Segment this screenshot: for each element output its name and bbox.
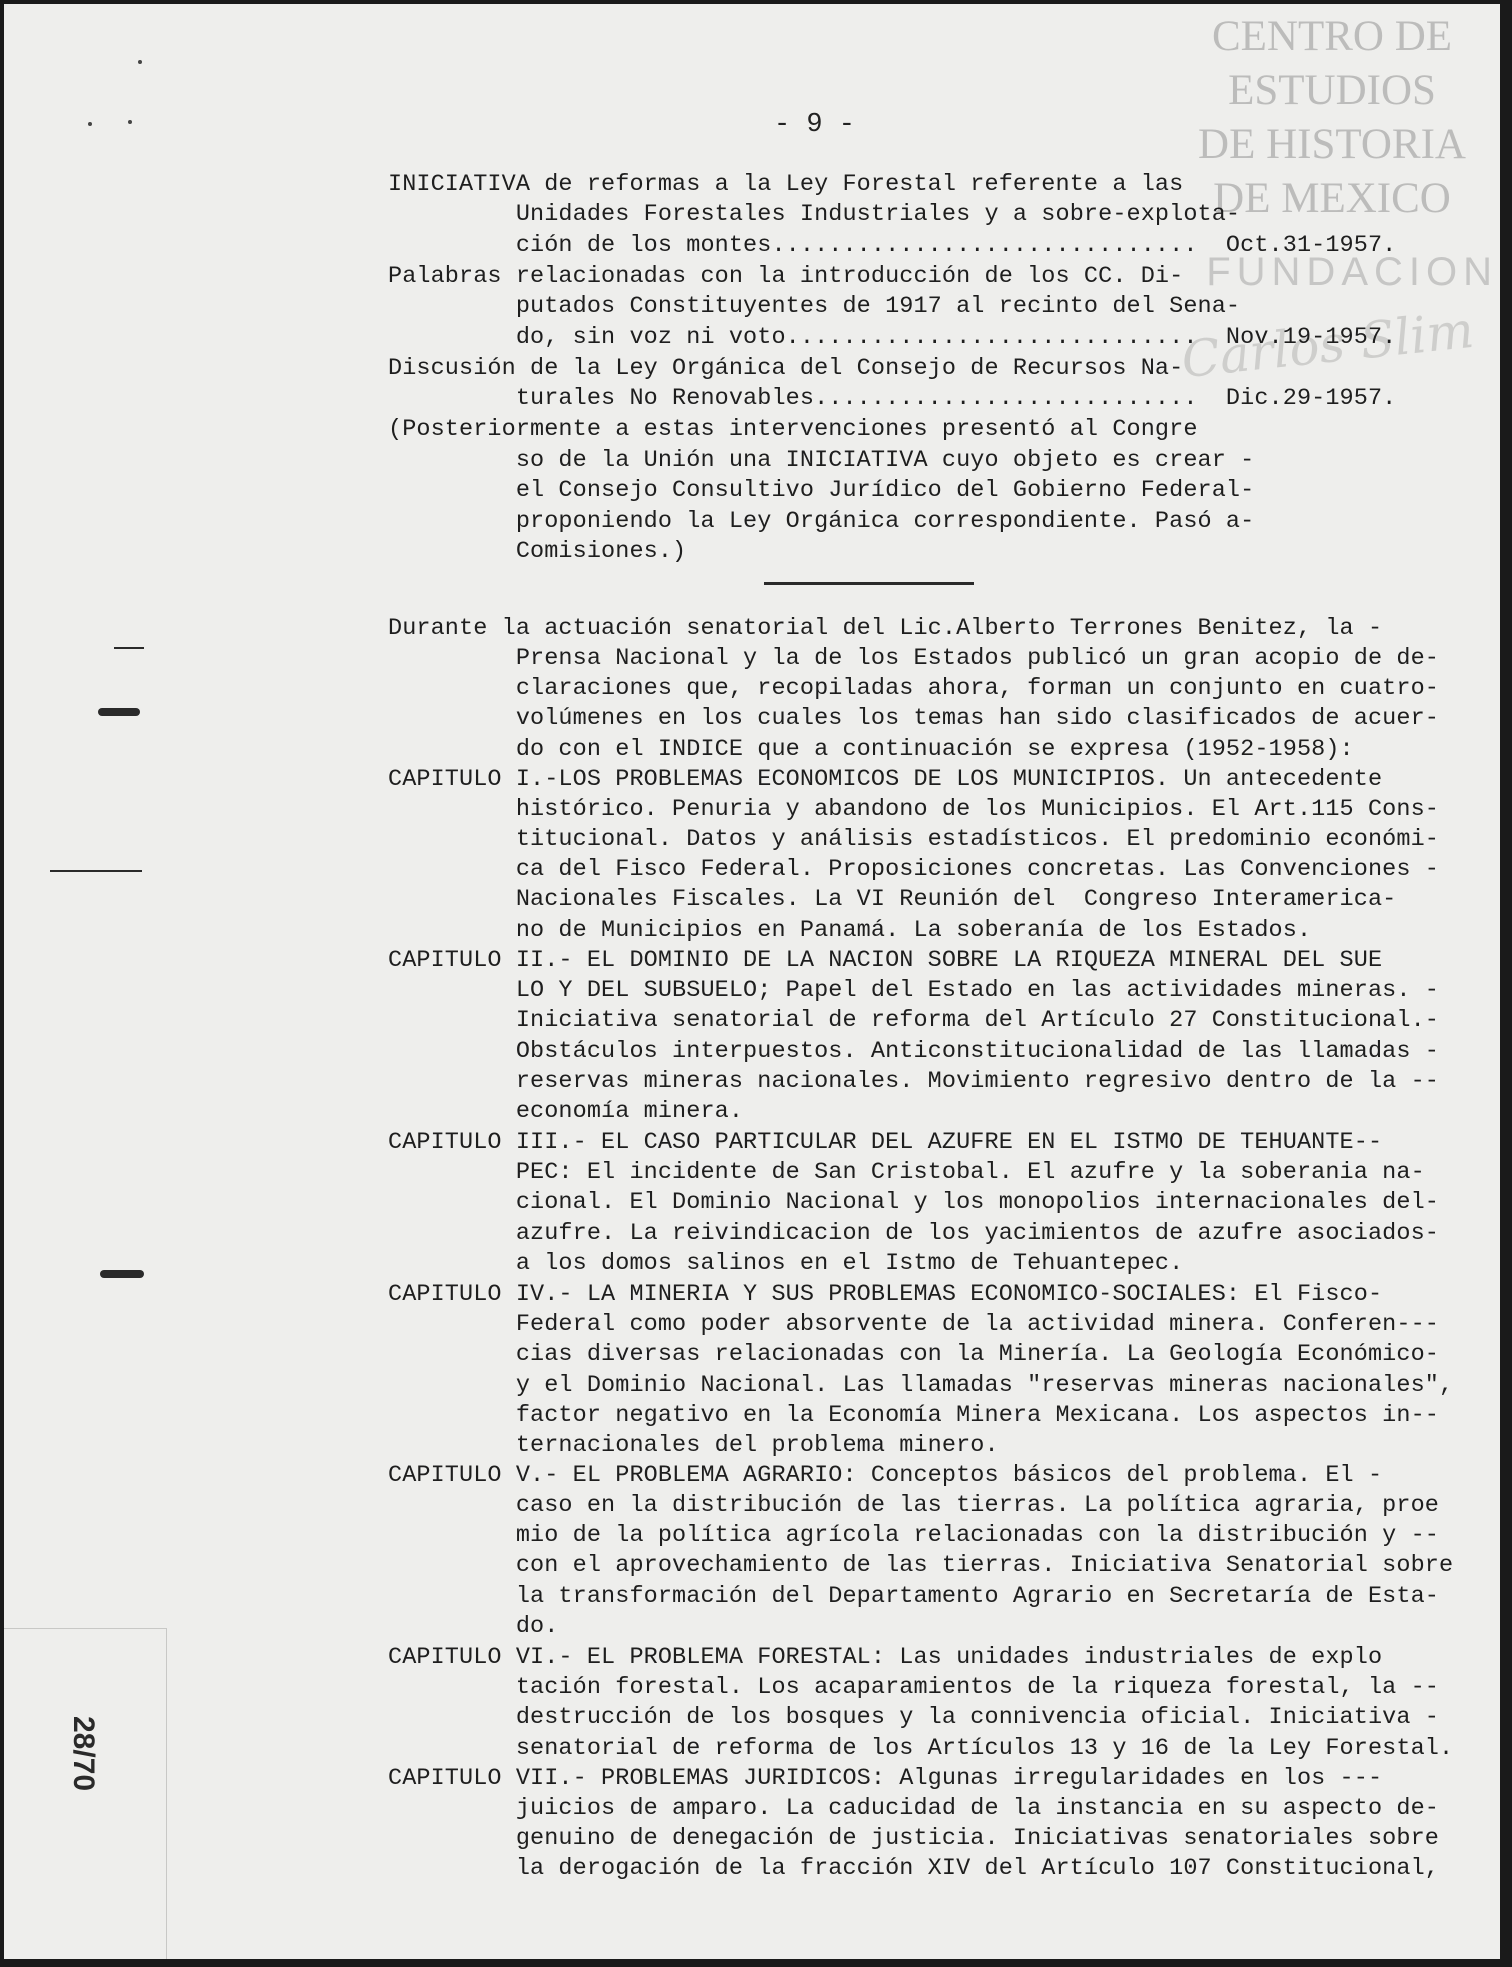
body-line: CAPITULO II.- EL DOMINIO DE LA NACION SOBRE LA RIQUEZA MINERAL DEL SUE [388, 947, 1383, 974]
entry-line: putados Constituyentes de 1917 al recinto del Sena- [388, 293, 1241, 320]
margin-tick [114, 647, 144, 649]
watermark-line: CENTRO DE [1211, 13, 1453, 60]
body-line: cional. El Dominio Nacional y los monopolios internacionales del- [388, 1189, 1439, 1216]
body-line: do. [388, 1613, 559, 1640]
entry-line: Unidades Forestales Industriales y a sobre-explota- [388, 201, 1241, 228]
body-line: no de Municipios en Panamá. La soberanía de los Estados. [388, 917, 1312, 944]
margin-speck [138, 60, 142, 64]
body-line: Obstáculos interpuestos. Anticonstitucionalidad de las llamadas - [388, 1038, 1439, 1065]
body-line: tación forestal. Los acaparamientos de la riqueza forestal, la -- [388, 1674, 1439, 1701]
body-line: la derogación de la fracción XIV del Artículo 107 Constitucional, [388, 1855, 1439, 1882]
watermark-foundation: FUNDACION [1206, 250, 1498, 294]
body-line: titucional. Datos y análisis estadísticos. El predominio económi- [388, 826, 1439, 853]
body-line: claraciones que, recopiladas ahora, forman un conjunto en cuatro- [388, 675, 1439, 702]
entry-line: proponiendo la Ley Orgánica correspondiente. Pasó a- [388, 508, 1255, 535]
entry-line: do, sin voz ni voto............................. Nov.19-1957. [388, 324, 1397, 351]
entry-line: turales No Renovables........................... Dic.29-1957. [388, 385, 1397, 412]
body-line: a los domos salinos en el Istmo de Tehuantepec. [388, 1250, 1184, 1277]
body-line: CAPITULO III.- EL CASO PARTICULAR DEL AZUFRE EN EL ISTMO DE TEHUANTE-- [388, 1129, 1383, 1156]
body-line: LO Y DEL SUBSUELO; Papel del Estado en las actividades mineras. - [388, 977, 1439, 1004]
body-line: CAPITULO I.-LOS PROBLEMAS ECONOMICOS DE LOS MUNICIPIOS. Un antecedente [388, 766, 1383, 793]
archive-label-box [4, 1628, 167, 1959]
body-line: CAPITULO IV.- LA MINERIA Y SUS PROBLEMAS ECONOMICO-SOCIALES: El Fisco- [388, 1281, 1383, 1308]
entry-line: el Consejo Consultivo Jurídico del Gobierno Federal- [388, 477, 1255, 504]
hole-punch-mark [98, 708, 140, 716]
margin-speck [128, 120, 132, 124]
body-line: volúmenes en los cuales los temas han sido clasificados de acuer- [388, 705, 1439, 732]
entry-line: (Posteriormente a estas intervenciones presentó al Congre [388, 416, 1198, 443]
body-line: juicios de amparo. La caducidad de la instancia en su aspecto de- [388, 1795, 1439, 1822]
body-line: senatorial de reforma de los Artículos 13 y 16 de la Ley Forestal. [388, 1735, 1454, 1762]
section-divider [764, 582, 974, 585]
hole-punch-mark [100, 1270, 144, 1278]
body-line: do con el INDICE que a continuación se expresa (1952-1958): [388, 736, 1354, 763]
body-line: Nacionales Fiscales. La VI Reunión del Congreso Interamerica- [388, 886, 1397, 913]
body-line: CAPITULO V.- EL PROBLEMA AGRARIO: Conceptos básicos del problema. El - [388, 1462, 1383, 1489]
body-line: cias diversas relacionadas con la Minería. La Geología Económico- [388, 1341, 1439, 1368]
body-line: destrucción de los bosques y la connivencia oficial. Iniciativa - [388, 1704, 1439, 1731]
watermark-line: DE MEXICO [1213, 175, 1451, 222]
body-line: Federal como poder absorvente de la actividad minera. Conferen--- [388, 1311, 1439, 1338]
body-line: CAPITULO VII.- PROBLEMAS JURIDICOS: Algunas irregularidades en los --- [388, 1765, 1383, 1792]
body-line: factor negativo en la Economía Minera Mexicana. Los aspectos in-- [388, 1402, 1439, 1429]
body-line: genuino de denegación de justicia. Iniciativas senatoriales sobre [388, 1825, 1439, 1852]
watermark-line: ESTUDIOS [1228, 67, 1436, 114]
body-line: CAPITULO VI.- EL PROBLEMA FORESTAL: Las unidades industriales de explo [388, 1644, 1383, 1671]
document-page [4, 4, 1500, 1959]
body-line: con el aprovechamiento de las tierras. Iniciativa Senatorial sobre [388, 1552, 1454, 1579]
body-line: Prensa Nacional y la de los Estados publicó un gran acopio de de- [388, 645, 1439, 672]
body-line: economía minera. [388, 1098, 744, 1125]
body-line: reservas mineras nacionales. Movimiento regresivo dentro de la -- [388, 1068, 1439, 1095]
body-line: ca del Fisco Federal. Proposiciones concretas. Las Convenciones - [388, 856, 1439, 883]
watermark-signature: Carlos Slim [1178, 300, 1477, 390]
margin-speck [88, 122, 92, 126]
entry-line: Palabras relacionadas con la introducción de los CC. Di- [388, 263, 1184, 290]
body-line: mio de la política agrícola relacionadas con la distribución y -- [388, 1522, 1439, 1549]
body-line: Durante la actuación senatorial del Lic.Alberto Terrones Benitez, la - [388, 615, 1383, 642]
body-line: ternacionales del problema minero. [388, 1432, 999, 1459]
margin-tick [50, 870, 142, 872]
body-line: caso en la distribución de las tierras. La política agraria, proe [388, 1492, 1439, 1519]
entry-line: INICIATIVA de reformas a la Ley Forestal referente a las [388, 171, 1184, 198]
body-line: PEC: El incidente de San Cristobal. El azufre y la soberania na- [388, 1159, 1425, 1186]
watermark-line: DE HISTORIA [1198, 121, 1466, 168]
body-line: azufre. La reivindicacion de los yacimientos de azufre asociados- [388, 1220, 1439, 1247]
body-line: la transformación del Departamento Agrario en Secretaría de Esta- [388, 1583, 1439, 1610]
entry-line: ción de los montes.............................. Oct.31-1957. [388, 232, 1397, 259]
entry-line: so de la Unión una INICIATIVA cuyo objeto es crear - [388, 447, 1255, 474]
entry-line: Comisiones.) [388, 538, 687, 565]
body-line: Iniciativa senatorial de reforma del Artículo 27 Constitucional.- [388, 1007, 1439, 1034]
body-line: y el Dominio Nacional. Las llamadas "reservas mineras nacionales", [388, 1372, 1454, 1399]
page-number: - 9 - [774, 110, 856, 140]
archive-number: 28/70 [67, 1716, 100, 1792]
entry-line: Discusión de la Ley Orgánica del Consejo de Recursos Na- [388, 355, 1184, 382]
body-line: histórico. Penuria y abandono de los Municipios. El Art.115 Cons- [388, 796, 1439, 823]
